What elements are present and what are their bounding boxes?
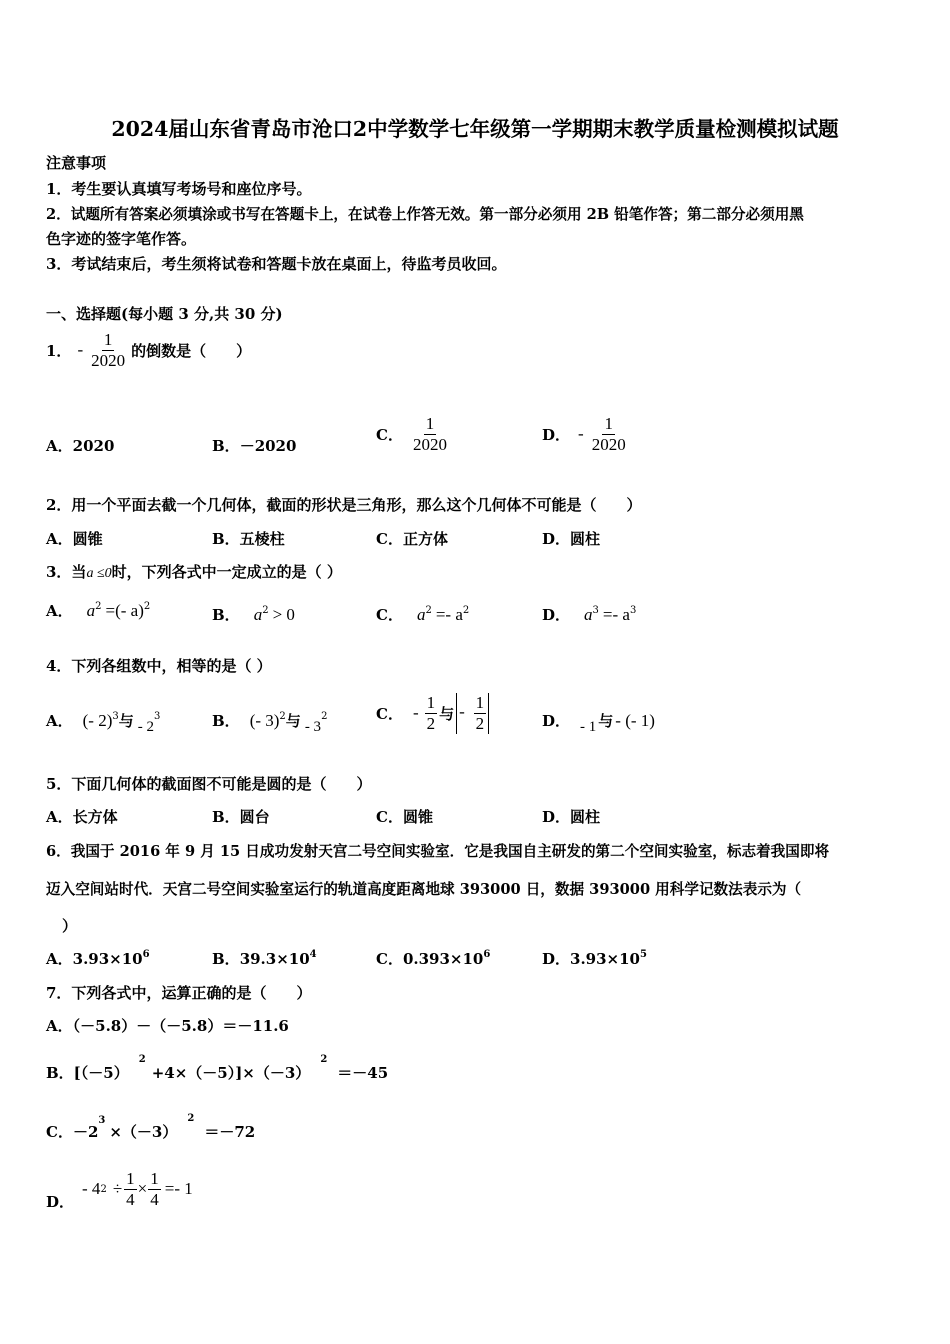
q5-option-d: D．圆柱 [542, 808, 601, 826]
q7-option-b: B．$[(-5)^2+4\times(-5)]\times(-3)^2=-45$ [46, 1054, 389, 1082]
section-heading: 一、选择题(每小题 3 分,共 30 分) [46, 305, 283, 323]
q2-option-d: D．圆柱 [542, 530, 601, 548]
notice-item-1: 1．考生要认真填写考场号和座位序号。 [46, 180, 312, 198]
question-3: 3．当a ≤0时，下列各式中一定成立的是（ ） [46, 563, 342, 581]
question-7: 7．下列各式中，运算正确的是（ ） [46, 984, 312, 1002]
q7-option-d-fraction-1: $\frac{1}{4}$ [126, 1168, 135, 1209]
q4-option-c-absolute: - $\frac{1}{2}$ [456, 693, 489, 734]
question-1-fraction-den: 2020 [91, 350, 126, 370]
question-3-condition: a ≤0 [86, 566, 112, 581]
question-1-fraction [89, 330, 127, 371]
q4-option-a: A． (- 2)$^3$与 - $2^3$ [46, 711, 161, 735]
q4-option-d: D． - 1 与 - (- 1) [542, 711, 655, 735]
question-1-text: 的倒数是（ ） [131, 341, 252, 360]
q5-option-a: A．长方体 [46, 808, 118, 826]
notice-heading: 注意事项 [46, 154, 107, 172]
q5-option-c: C．圆锥 [376, 808, 433, 826]
q3-option-c: C． $a^2 =- a^2$ [376, 605, 470, 624]
question-4: 4．下列各组数中，相等的是（ ） [46, 657, 272, 675]
question-1-neg: - [77, 340, 84, 359]
q7-option-c: C．$-2^3\times(-3)^2=-72$ [46, 1113, 256, 1141]
q1-option-c: C． $\frac{1}{2020}$ [376, 413, 447, 454]
q5-option-b: B．圆台 [212, 808, 270, 826]
question-1-number: 1． [46, 341, 72, 360]
q1-option-d-fraction: $\frac{1}{2020}$ [591, 413, 626, 454]
page-title: 2024届山东省青岛市沧口2中学数学七年级第一学期期末教学质量检测模拟试题 [111, 117, 839, 141]
q6-option-d: D．$3.93\times 10^5$ [542, 949, 647, 968]
q7-option-d: D． - 4 2 ÷ $\frac{1}{4}$ × $\frac{1}{4}$ =- 1 [46, 1168, 193, 1211]
q3-option-b: B． $a^2 > 0$ [212, 605, 295, 624]
q1-option-b: B．－2020 [212, 437, 297, 455]
notice-item-2-line-2: 色字迹的签字笔作答。 [46, 230, 197, 248]
question-1-fraction-num: 1 [103, 329, 113, 349]
q7-option-d-fraction-2: $\frac{1}{4}$ [150, 1168, 159, 1209]
q2-option-b: B．五棱柱 [212, 530, 285, 548]
question-1 [46, 328, 251, 372]
notice-item-3: 3．考试结束后，考生须将试卷和答题卡放在桌面上，待监考员收回。 [46, 255, 507, 273]
question-6-line-2: 迈入空间站时代．天宫二号空间实验室运行的轨道高度距离地球 393000 日，数据 393000 用科学记数法表示为（ [46, 881, 802, 898]
q6-option-c: C．$0.393\times 10^6$ [376, 949, 491, 968]
q1-option-a: A．2020 [46, 437, 115, 455]
q2-option-a: A．圆锥 [46, 530, 103, 548]
q4-option-c: C． - $\frac{1}{2}$ 与 - $\frac{1}{2}$ [376, 690, 489, 736]
q6-option-a: A．$3.93\times 10^6$ [46, 949, 150, 968]
question-2: 2．用一个平面去截一个几何体，截面的形状是三角形，那么这个几何体不可能是（ ） [46, 496, 642, 514]
q4-option-c-fraction: $\frac{1}{2}$ [426, 692, 436, 733]
q1-option-d: D． - $\frac{1}{2020}$ [542, 413, 626, 454]
question-6-line-1: 6．我国于 2016 年 9 月 15 日成功发射天宫二号空间实验室．它是我国自主研发的第二个空间实验室，标志着我国即将 [46, 843, 830, 860]
q1-option-c-fraction: $\frac{1}{2020}$ [412, 413, 447, 454]
question-5: 5．下面几何体的截面图不可能是圆的是（ ） [46, 775, 372, 793]
q7-option-a: A．（－5.8）－（－5.8）＝－11.6 [46, 1017, 289, 1035]
notice-item-2-line-1: 2．试题所有答案必须填涂或书写在答题卡上，在试卷上作答无效。第一部分必须用 2B 铅笔作答；第二部分必须用黑 [46, 206, 804, 223]
q3-option-a: A． $a^2$ =(- a)$^2$ [46, 601, 151, 620]
q3-option-d: D． $a^3 =- a^3$ [542, 605, 637, 624]
q2-option-c: C．正方体 [376, 530, 448, 548]
q4-option-b: B． (- 3)$^2$与 - $3^2$ [212, 711, 328, 735]
q6-option-b: B．$39.3\times 10^4$ [212, 949, 317, 968]
question-6-line-3: ） [62, 917, 78, 935]
